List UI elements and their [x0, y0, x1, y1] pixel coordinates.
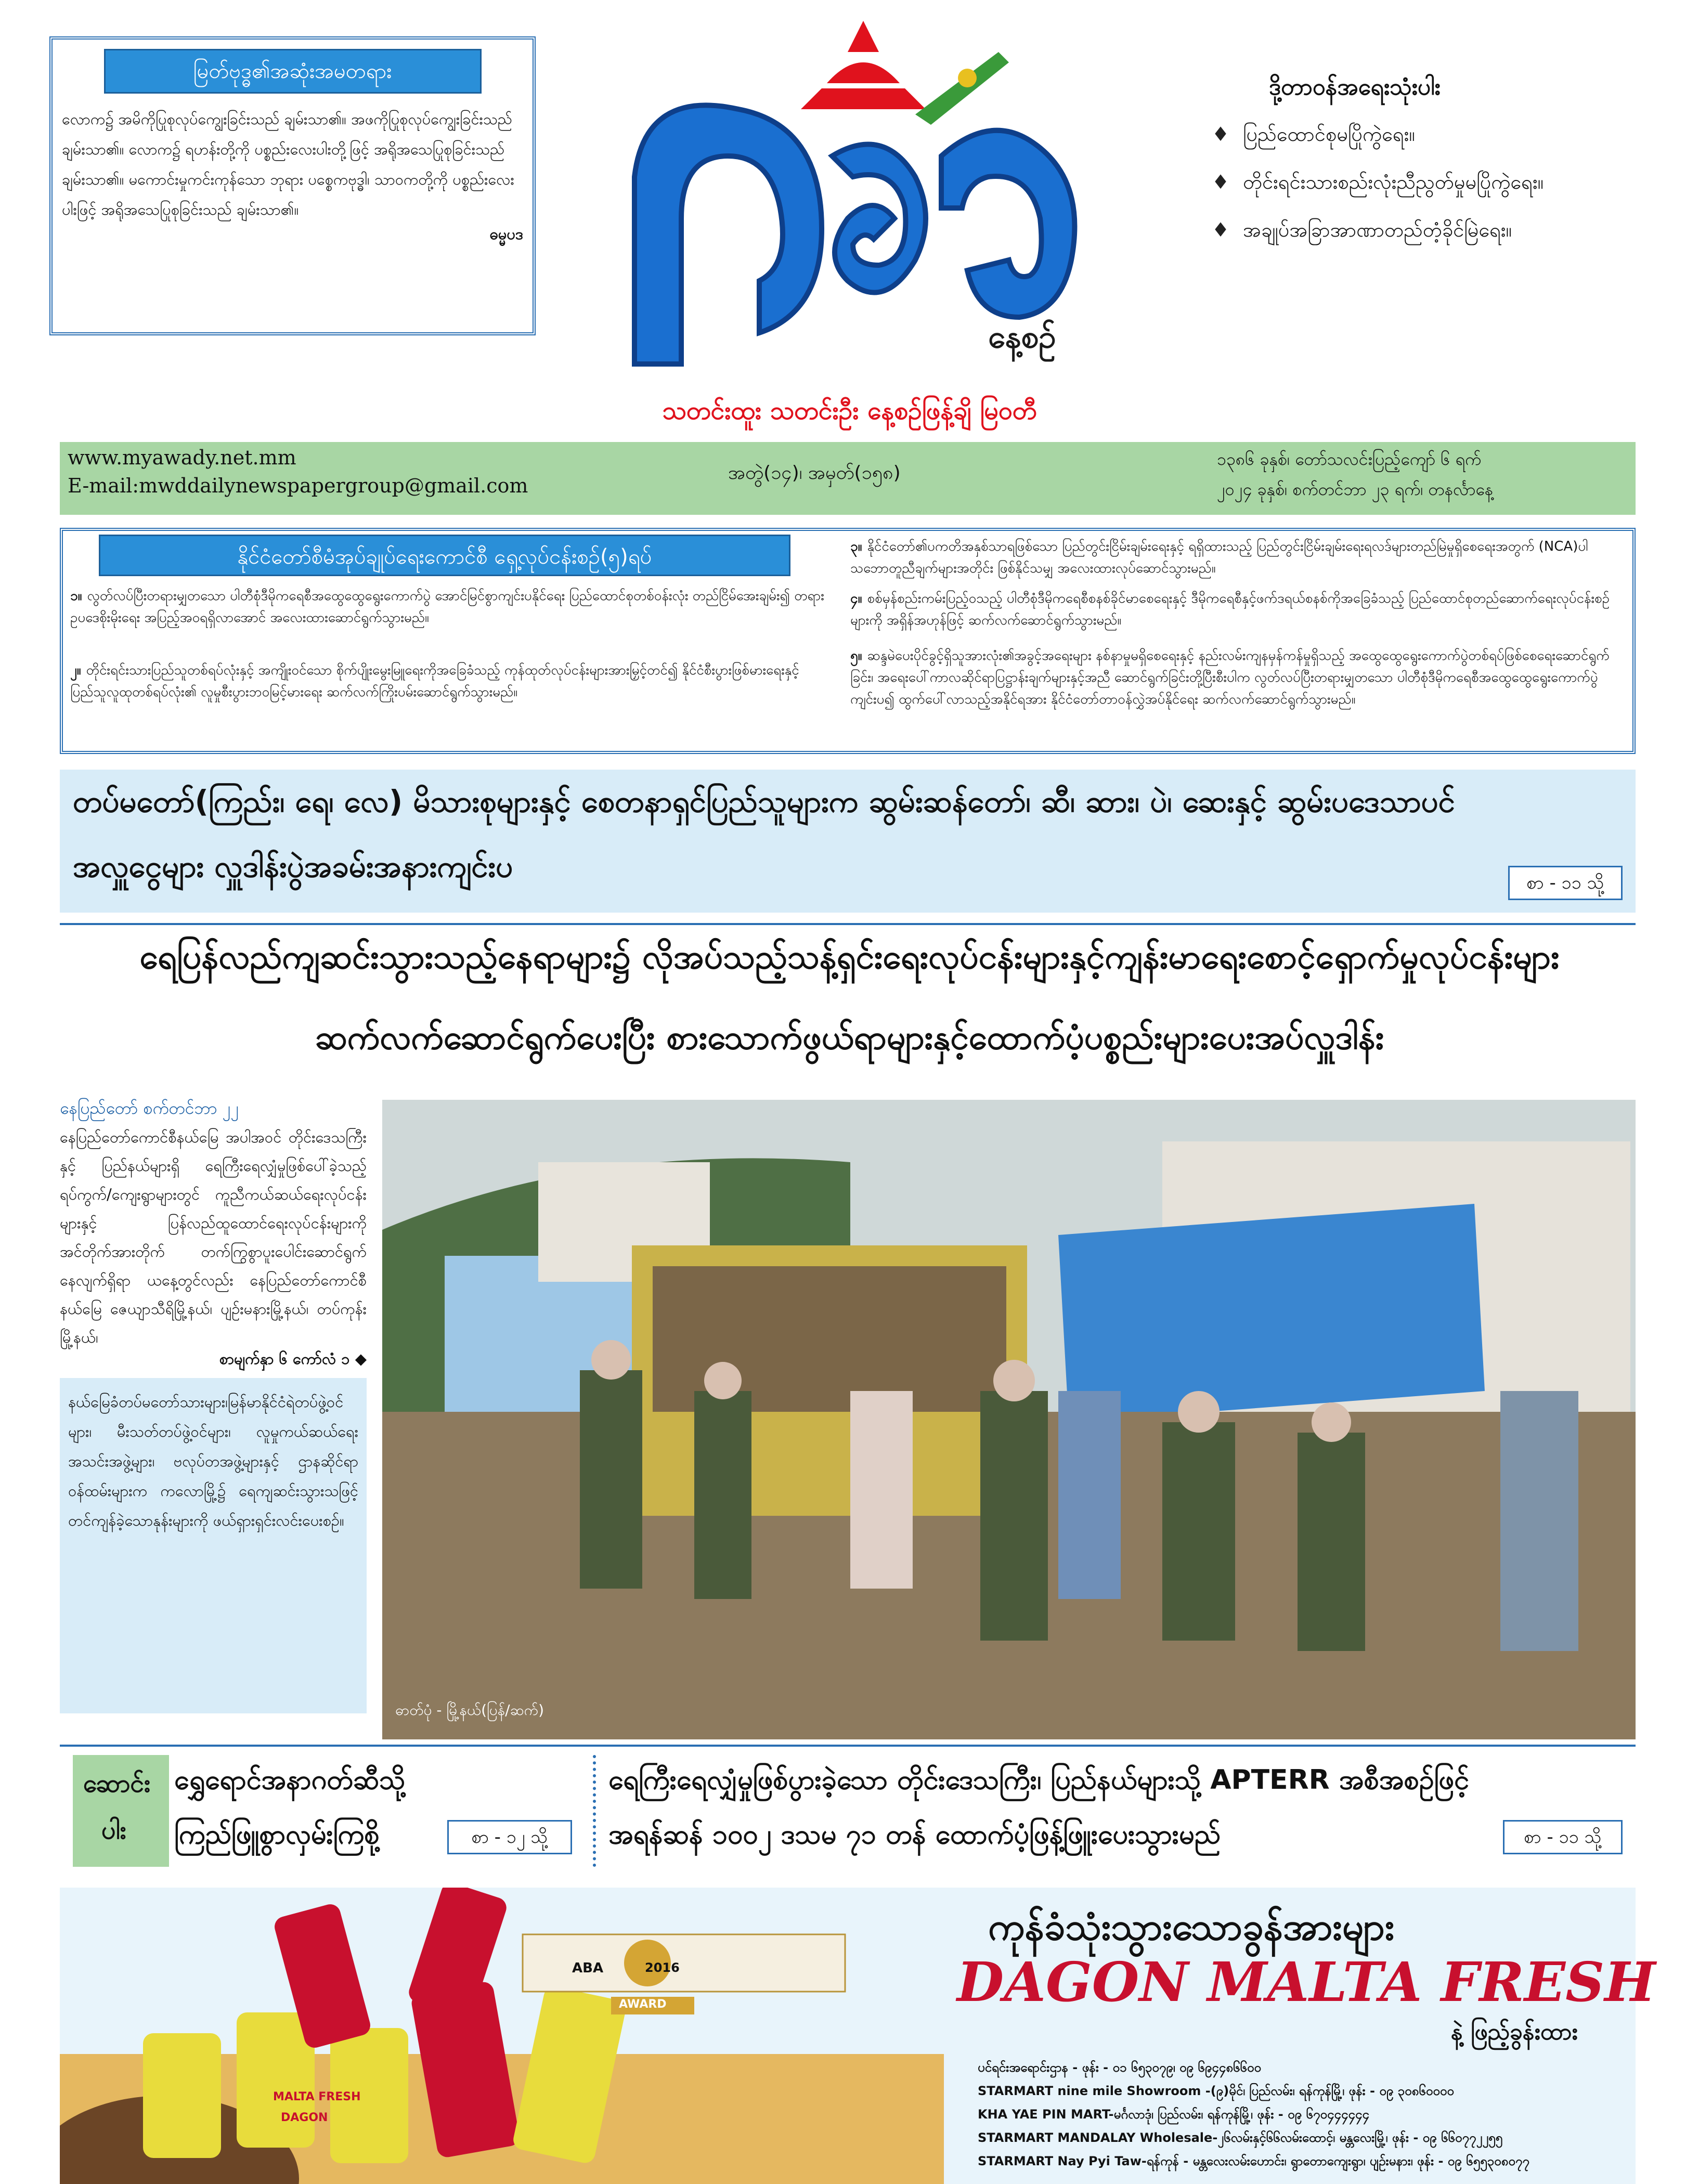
page-ref-link[interactable]: စာ - ၁၁ သို့: [1503, 1820, 1623, 1854]
inside-headline: ရွှေရောင်အနာဂတ်ဆီသို့: [174, 1764, 406, 1796]
diamond-icon: ♦: [1212, 123, 1230, 146]
quote-source: ဓမ္မပဒ: [489, 225, 523, 243]
ad-contact-line: KHA YAE PIN MART-မင်္ဂလာဒုံ၊ ပြည်လမ်း၊ ရန်ကုန်မြို့၊ ဖုန်း - ၀၉ ၆၇၀၄၄၄၄၄၄: [978, 2107, 1369, 2122]
can-brand: DAGON: [281, 2111, 328, 2124]
masthead-tagline: သတင်းထူး သတင်းဦး နေ့စဉ်ဖြန့်ချိ မြဝတီ: [662, 396, 1037, 425]
policy-item: ၂။ တိုင်းရင်းသားပြည်သူတစ်ရပ်လုံးနှင့် အကျိုးဝင်သော စိုက်ပျိုးမွေးမြူရေးကိုအခြေခံသည့် ကုန်ထုတ်လုပ်ငန်းများအားမြှင့်တင်၍ နိုင်ငံစီးပွားဖြစ်မားရေးနှင့် ပြည်သူလူထုတစ်ရပ်လုံး၏ လူမှုစီးပွားဘဝမြင့်မားရေး ဆက်လက်ကြိုးပမ်းဆောင်ရွက်သွားမည်။: [70, 662, 799, 700]
photo-caption-box: နယ်မြေခံတပ်မတော်သားများ၊မြန်မာနိုင်ငံရဲတပ်ဖွဲ့ဝင်များ၊ မီးသတ်တပ်ဖွဲ့ဝင်များ၊ လူမှုကယ်ဆယ်ရေး အသင်းအဖွဲ့များ၊ ဗလုပ်တအဖွဲ့များနှင့် ဌာနဆိုင်ရာဝန်ထမ်းများက ကလောမြို့၌ ရေကျဆင်းသွားသဖြင့် တင်ကျန်ခဲ့သောနုန်းများကို ဖယ်ရှားရှင်းလင်းပေးစဉ်။: [60, 1378, 367, 1713]
divider: [60, 1745, 1636, 1747]
policy-item: ၃။ နိုင်ငံတော်၏ပကတိအနှစ်သာရဖြစ်သော ပြည်တွင်းငြိမ်းချမ်းရေးနှင့် ရရှိထားသည့် ပြည်တွင်းငြိမ်းချမ်းရေးရလဒ်များတည်မြဲမှုရှိစေရေးအတွက် (NCA)ပါ သဘောတူညီချက်များအတိုင်း ဖြစ်နိုင်သမျှ အလေးထားလုပ်ဆောင်သွားမည်။: [850, 539, 1588, 576]
headline-line: အလှူငွေများ လှူဒါန်းပွဲအခမ်းအနားကျင်းပ: [73, 849, 513, 884]
ad-tagline: နဲ့ ဖြည့်ခွန်းထား: [1451, 2019, 1578, 2045]
ad-contact-line: ပင်ရင်းအရောင်းဌာန - ဖုန်း - ၀၁ ၆၅၃၀၇၉၊ ၀၉ ၆၉၄၄၈၆၆၀၀: [978, 2060, 1262, 2075]
duties-title: ဒို့တာဝန်အရေးသုံးပါး: [1269, 74, 1441, 100]
inside-label: ဆောင်း: [83, 1769, 151, 1798]
quote-body: လောက၌ အမိကိုပြုစုလုပ်ကျွေးခြင်းသည် ချမ်းသာ၏။ အဖကိုပြုစုလုပ်ကျွေးခြင်းသည် ချမ်းသာ၏။ လောက၌ ရဟန်းတို့ကို ပစ္စည်းလေးပါးတို့ဖြင့် အရိုအသေပြုစုခြင်းသည် ချမ်းသာ၏။ မကောင်းမှုကင်းကုန်သော ဘုရား ပစ္စေကဗုဒ္ဓါ၊ သာဝကတို့ကို ပစ္စည်းလေးပါးဖြင့် အရိုအသေပြုစုခြင်းသည် ချမ်းသာ၏။: [62, 110, 514, 218]
main-headline-line: ရေပြန်လည်ကျဆင်းသွားသည့်နေရာများ၌ လိုအပ်သည့်သန့်ရှင်းရေးလုပ်ငန်းများနှင့်ကျန်းမာရေးစောင့်ရှောက်မှုလုပ်ငန်းများ: [139, 938, 1560, 977]
ad-contact-line: STARMART Nay Pyi Taw-ရန်ကုန် - မန္တလေးလမ်းဟောင်း၊ ရွာတောကျေးရွာ၊ ပျဉ်းမနား၊ ဖုန်း - ၀၉ ၆၅၅၃၀၈၀၇၇: [978, 2154, 1529, 2168]
policy-title: နိုင်ငံတော်စီမံအုပ်ချုပ်ရေးကောင်စီ ရှေ့လုပ်ငန်းစဉ်(၅)ရပ်: [99, 535, 790, 576]
masthead-subtitle: နေ့စဉ်: [988, 319, 1056, 355]
award-badge-3: AWARD: [619, 1998, 667, 2011]
page-ref-link[interactable]: စာ - ၁၂ သို့: [447, 1820, 572, 1854]
divider: [60, 923, 1636, 925]
ad-contact-line: STARMART nine mile Showroom -(၉)မိုင်၊ ပြည်လမ်း၊ ရန်ကုန်မြို့၊ ဖုန်း - ၀၉ ၃၀၈၆၀၀၀၀: [978, 2084, 1454, 2098]
photo-credit: ဓာတ်ပုံ - မြို့နယ်(ပြန်/ဆက်): [395, 1701, 544, 1719]
masthead-logo: [603, 21, 1144, 395]
inside-label: ပါး: [101, 1816, 126, 1845]
three-duties: [1191, 73, 1659, 265]
policy-item: ၁။ လွတ်လပ်ပြီးတရားမျှတသော ပါတီစုံဒီမိုကရေစီအထွေထွေရွေးကောက်ပွဲ အောင်မြင်စွာကျင်းပနိုင်ရေး ပြည်ထောင်စုတစ်ဝန်းလုံး တည်ငြိမ်အေးချမ်း၍ တရားဥပဒေစိုးမိုးရေး အပြည့်အဝရရှိလာအောင် အလေးထားဆောင်ရွက်သွားမည်။: [70, 588, 824, 626]
news-photo: [382, 1100, 1636, 1739]
duty-item: ♦ ပြည်ထောင်စုမပြိုကွဲရေး။: [1212, 123, 1415, 146]
quote-title: မြတ်ဗုဒ္ဓ၏အဆုံးအမတရား: [104, 49, 482, 94]
award-badge-1: ABA: [572, 1960, 604, 1976]
aid-headline: အရန်ဆန် ၁၀၀၂ ဒသမ ၇၁ တန် ထောက်ပံ့ဖြန့်ဖြူးပေးသွားမည်: [608, 1819, 1221, 1850]
diamond-icon: ♦: [1212, 218, 1230, 241]
article-dateline: နေပြည်တော် စက်တင်ဘာ ၂၂: [60, 1098, 239, 1118]
email-link[interactable]: E-mail:mwddailynewspapergroup@gmail.com: [68, 474, 528, 497]
can-label: MALTA FRESH: [273, 2090, 361, 2103]
dotted-divider: [593, 1755, 596, 1867]
aid-headline: ရေကြီးရေလျှံမှုဖြစ်ပွားခဲ့သော တိုင်းဒေသကြီး၊ ပြည်နယ်များသို့ APTERR အစီအစဉ်ဖြင့်: [608, 1764, 1469, 1796]
main-headline-line: ဆက်လက်ဆောင်ရွက်ပေးပြီး စားသောက်ဖွယ်ရာများနှင့်ထောက်ပံ့ပစ္စည်းများပေးအပ်လှူဒါန်း: [315, 1019, 1384, 1057]
emblem-icon: [801, 21, 1009, 125]
continued-link[interactable]: စာမျက်နှာ ၆ ကော်လံ ၁ ◆: [219, 1350, 367, 1368]
article-body: နေပြည်တော်ကောင်စီနယ်မြေ အပါအဝင် တိုင်းဒေသကြီးနှင့် ပြည်နယ်များရှိ ရေကြီးရေလျှံမှုဖြစ်ပေါ်ခဲ့သည့် ရပ်ကွက်/ကျေးရွာများတွင် ကူညီကယ်ဆယ်ရေးလုပ်ငန်းများနှင့် ပြန်လည်ထူထောင်ရေးလုပ်ငန်းများကို အင်တိုက်အားတိုက် တက်ကြွစွာပူးပေါင်းဆောင်ရွက်နေလျက်ရှိရာ ယနေ့တွင်လည်း နေပြည်တော်ကောင်စီနယ်မြေ ဇေယျာသီရိမြို့နယ်၊ ပျဉ်းမနားမြို့နယ်၊ တပ်ကုန်းမြို့နယ်၊: [60, 1128, 367, 1346]
issue-number: အတွဲ(၁၄)၊ အမှတ်(၁၅၈): [728, 462, 901, 484]
policy-item: ၅။ ဆန္ဒမဲပေးပိုင်ခွင့်ရှိသူအားလုံး၏အခွင့်အရေးများ နစ်နာမှုမရှိစေရေးနှင့် နည်းလမ်းကျနမှန်ကန်မှုရှိသည့် အထွေထွေရွေးကောက်ပွဲတစ်ရပ်ဖြစ်စေရေးဆောင်ရွက်ခြင်း၊ အရေးပေါ်ကာလဆိုင်ရာပြဋ္ဌာန်းချက်များနှင့်အညီ ဆောင်ရွက်ခြင်းတို့ပြီးစီးပါက လွတ်လပ်ပြီးတရားမျှတသော ပါတီစုံဒီမိုကရေစီအထွေထွေရွေးကောက်ပွဲကျင်းပ၍ ထွက်ပေါ်လာသည့်အနိုင်ရအား နိုင်ငံတော်တာဝန်လွှဲအပ်နိုင်ရေး ဆက်လက်ဆောင်ရွက်သွားမည်။: [850, 648, 1610, 707]
date-myanmar: ၁၃၈၆ ခုနှစ်၊ တော်သလင်းပြည့်ကျော် ၆ ရက်: [1217, 449, 1482, 469]
malta-can-icon: [143, 1888, 628, 2165]
award-badge-2: 2016: [645, 1960, 680, 1975]
duty-item: ♦ အချုပ်အခြာအာဏာတည်တံ့ခိုင်မြဲရေး။: [1212, 218, 1512, 241]
website-link[interactable]: www.myawady.net.mm: [68, 446, 296, 469]
buddha-quote-box: [49, 36, 536, 335]
ad-headline: ကုန်ခံသုံးသွားသောခွန်အားများ: [988, 1905, 1395, 1948]
ad-contact-line: STARMART MANDALAY Wholesale-၂၆လမ်းနှင့်၆၆လမ်းထောင့်၊ မန္တလေးမြို့၊ ဖုန်း - ၀၉ ၆၆၀၇၇၂၂၅၅: [978, 2130, 1503, 2145]
diamond-icon: ♦: [1212, 171, 1230, 193]
date-gregorian: ၂၀၂၄ ခုနှစ်၊ စက်တင်ဘာ ၂၃ ရက်၊ တနင်္လာနေ့: [1217, 479, 1494, 499]
policy-item: ၄။ စစ်မှန်စည်းကမ်းပြည့်ဝသည့် ပါတီစုံဒီမိုကရေစီစနစ်ခိုင်မာစေရေးနှင့် ဒီမိုကရေစီနှင့်ဖက်ဒရယ်စနစ်ကိုအခြေခံသည့် ပြည်ထောင်စုတည်ဆောက်ရေးလုပ်ငန်းစဉ်များကို အရှိန်အဟုန်ဖြင့် ဆက်လက်ဆောင်ရွက်သွားမည်။: [850, 591, 1610, 628]
page-ref-link[interactable]: စာ - ၁၁ သို့: [1508, 866, 1623, 900]
inside-headline: ကြည်ဖြူစွာလှမ်းကြစို့: [174, 1819, 380, 1850]
duty-item: ♦ တိုင်းရင်းသားစည်းလုံးညီညွတ်မှုမပြိုကွဲရေး။: [1212, 171, 1544, 193]
headline-line: တပ်မတော်(ကြည်း၊ ရေ၊ လေ) မိသားစုများနှင့် စေတနာရှင်ပြည်သူများက ဆွမ်းဆန်တော်၊ ဆီ၊ ဆား၊ ပဲ၊ ဆေးနှင့် ဆွမ်းပဒေသာပင်: [73, 784, 1455, 819]
ad-brand-name: DAGON MALTA FRESH: [957, 1950, 1656, 2014]
